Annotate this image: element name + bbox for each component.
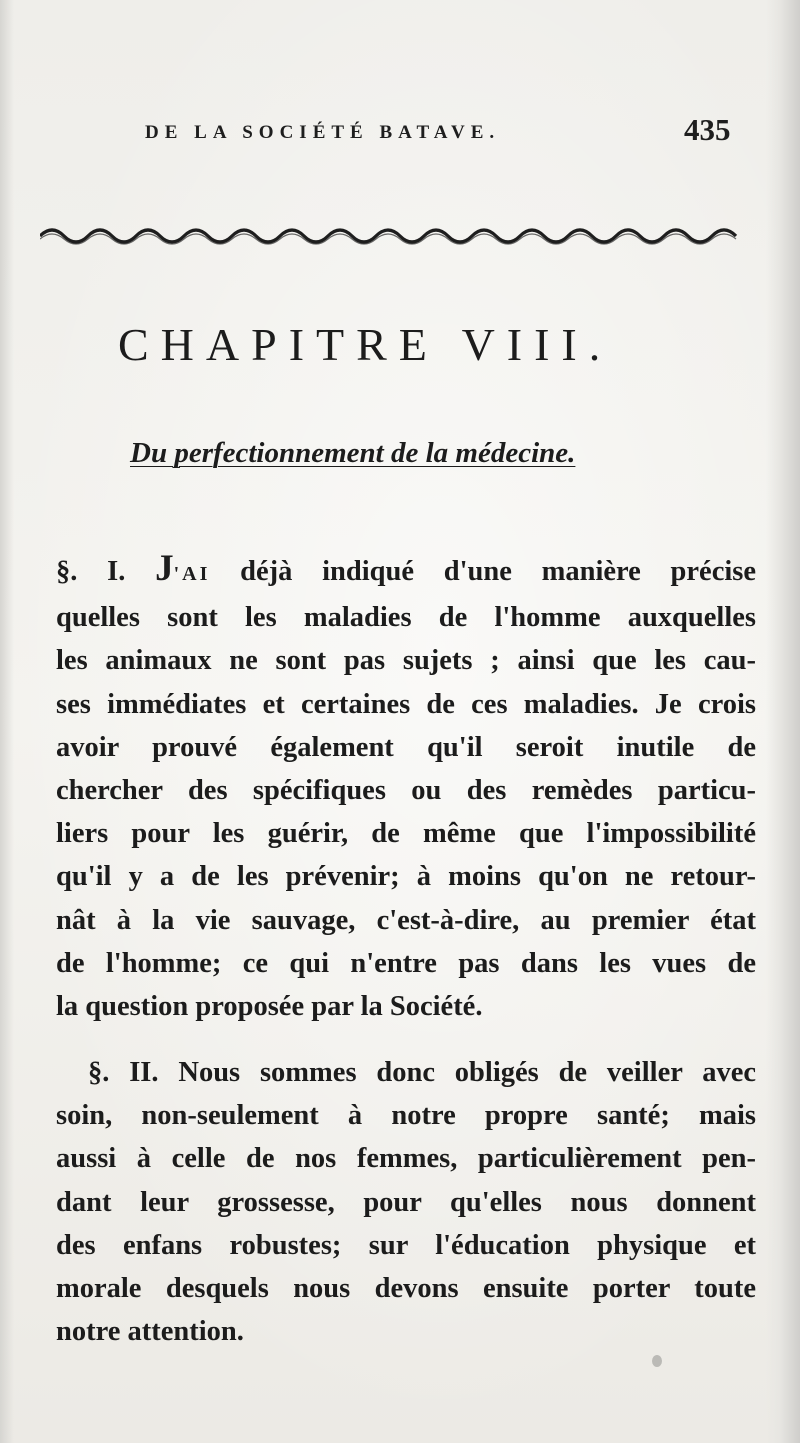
section-label: §. I. [56, 556, 126, 587]
ink-spot [652, 1355, 662, 1367]
text-line: dant leur grossesse, pour qu'elles nous donnent [56, 1186, 756, 1218]
text-line: la question proposée par la Société. [56, 991, 483, 1023]
text-line: §. II. Nous sommes donc obligés de veiller avec [88, 1057, 756, 1088]
text-line: qu'il y a de les prévenir; à moins qu'on ne retour- [56, 861, 756, 893]
text-line: de l'homme; ce qui n'entre pas dans les vues de [56, 947, 756, 979]
paragraph-section-2 [56, 1051, 756, 1353]
line-text: déjà indiqué d'une manière précise [240, 556, 757, 587]
text-line: notre attention. [56, 1316, 244, 1348]
drop-cap: J [155, 548, 174, 589]
text-line: aussi à celle de nos femmes, particulièrement pen- [56, 1143, 756, 1175]
text-line: des enfans robustes; sur l'éducation physique et [56, 1229, 756, 1261]
text-line: chercher des spécifiques ou des remèdes particu- [56, 775, 756, 807]
page-number: 435 [684, 112, 731, 147]
paragraph-section-1 [56, 547, 756, 1028]
small-caps-text: 'AI [173, 563, 211, 585]
wavy-ornamental-rule [40, 222, 740, 248]
text-line: nât à la vie sauvage, c'est-à-dire, au premier état [56, 904, 756, 936]
chapter-title: CHAPITRE VIII. [118, 319, 613, 370]
text-line: les animaux ne sont pas sujets ; ainsi que les cau- [56, 645, 756, 677]
running-head: DE LA SOCIÉTÉ BATAVE. [145, 122, 501, 143]
page-right-edge-shadow [766, 0, 800, 1443]
text-line: avoir prouvé également qu'il seroit inutile de [56, 731, 756, 763]
text-line: liers pour les guérir, de même que l'impossibilité [56, 818, 756, 850]
page-left-edge-shadow [0, 0, 14, 1443]
chapter-subtitle: Du perfectionnement de la médecine. [130, 437, 576, 469]
text-line: morale desquels nous devons ensuite porter toute [56, 1273, 756, 1305]
text-line: quelles sont les maladies de l'homme auxquelles [56, 602, 756, 634]
text-line: soin, non-seulement à notre propre santé; mais [56, 1100, 756, 1132]
text-line: ses immédiates et certaines de ces maladies. Je crois [56, 688, 756, 720]
text-line [56, 547, 756, 596]
